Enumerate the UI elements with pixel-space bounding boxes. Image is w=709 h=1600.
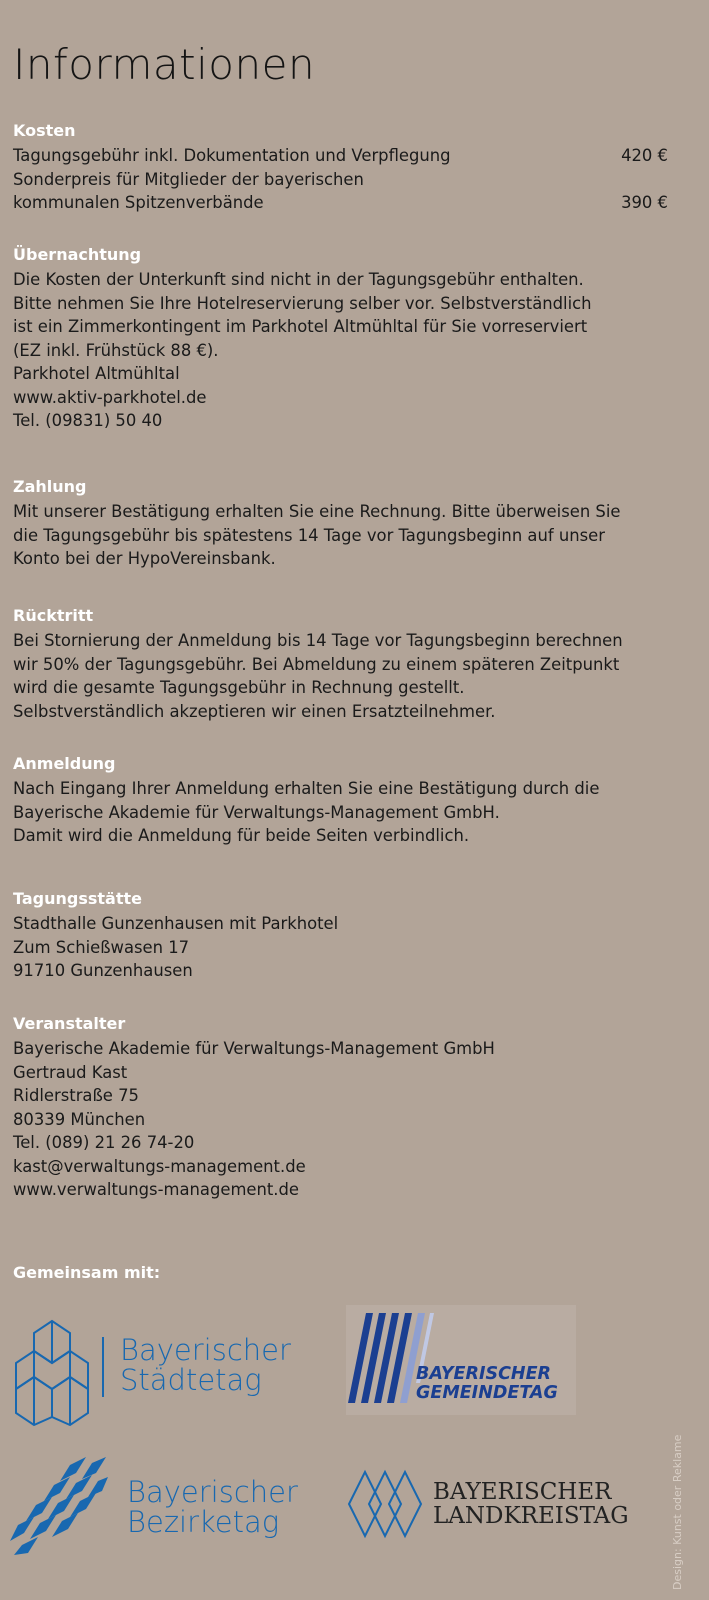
section-heading-kosten: Kosten	[13, 121, 76, 140]
hotel-phone: Tel. (09831) 50 40	[13, 411, 163, 430]
bezirketag-emblem-icon	[10, 1455, 110, 1555]
text-line: Mit unserer Bestätigung erhalten Sie eine Rechnung. Bitte überweisen Sie	[13, 502, 621, 521]
text-line: Die Kosten der Unterkunft sind nicht in der Tagungsgebühr enthalten.	[13, 270, 584, 289]
price-label: kommunalen Spitzenverbände	[13, 193, 264, 212]
text-line: wird die gesamte Tagungsgebühr in Rechnung gestellt.	[13, 678, 465, 697]
gemeindetag-line2: GEMEINDETAG	[416, 1383, 558, 1403]
section-uebernachtung	[13, 245, 673, 433]
landkreistag-emblem-icon	[345, 1464, 425, 1544]
logo-bayerischer-gemeindetag	[346, 1305, 576, 1415]
staedtetag-line2: Städtetag	[120, 1363, 262, 1397]
gemeindetag-line1: BAYERISCHER	[416, 1364, 552, 1384]
logo-divider	[102, 1337, 104, 1397]
section-veranstalter	[13, 1014, 673, 1202]
section-zahlung	[13, 477, 673, 571]
organizer-street: Ridlerstraße 75	[13, 1086, 139, 1105]
section-kosten	[13, 121, 673, 215]
section-tagungsstaette	[13, 889, 673, 983]
page-title: Informationen	[13, 40, 316, 89]
section-heading-ruecktritt: Rücktritt	[13, 606, 94, 625]
text-line: die Tagungsgebühr bis spätestens 14 Tage vor Tagungsbeginn auf unser	[13, 525, 605, 545]
price-row-standard	[13, 144, 673, 168]
landkreistag-line2: LANDKREISTAG	[433, 1503, 629, 1529]
section-anmeldung	[13, 754, 673, 848]
organizer-city: 80339 München	[13, 1109, 146, 1129]
text-line: Konto bei der HypoVereinsbank.	[13, 549, 276, 568]
logo-bayerischer-staedtetag	[12, 1317, 302, 1427]
logo-bayerischer-landkreistag	[345, 1460, 645, 1550]
partners-heading: Gemeinsam mit:	[13, 1263, 161, 1282]
organizer-website-link[interactable]: www.verwaltungs-management.de	[13, 1180, 300, 1199]
section-heading-veranstalter: Veranstalter	[13, 1014, 126, 1033]
text-line: Bitte nehmen Sie Ihre Hotelreservierung selber vor. Selbstverständlich	[13, 293, 592, 313]
venue-name: Stadthalle Gunzenhausen mit Parkhotel	[13, 914, 339, 933]
hotel-website-link[interactable]: www.aktiv-parkhotel.de	[13, 387, 207, 407]
logo-bayerischer-bezirketag	[10, 1455, 300, 1555]
contact-person: Gertraud Kast	[13, 1062, 128, 1082]
section-heading-uebernachtung: Übernachtung	[13, 245, 142, 264]
text-line: Nach Eingang Ihrer Anmeldung erhalten Sie eine Bestätigung durch die	[13, 779, 600, 798]
staedtetag-line1: Bayerischer	[120, 1333, 291, 1367]
text-line: wir 50% der Tagungsgebühr. Bei Abmeldung zu einem späteren Zeitpunkt	[13, 654, 620, 674]
section-heading-zahlung: Zahlung	[13, 477, 87, 496]
text-line: Selbstverständlich akzeptieren wir einen Ersatzteilnehmer.	[13, 701, 496, 721]
section-heading-anmeldung: Anmeldung	[13, 754, 116, 773]
bezirketag-line1: Bayerischer	[127, 1475, 298, 1509]
text-line: Bei Stornierung der Anmeldung bis 14 Tage vor Tagungsbeginn berechnen	[13, 631, 623, 650]
section-ruecktritt	[13, 606, 673, 723]
price-row-member	[13, 191, 673, 215]
bezirketag-line2: Bezirketag	[127, 1505, 280, 1539]
landkreistag-line1: BAYERISCHER	[433, 1479, 612, 1505]
organizer-name: Bayerische Akademie für Verwaltungs-Management GmbH	[13, 1039, 495, 1058]
organizer-email-link[interactable]: kast@verwaltungs-management.de	[13, 1156, 306, 1176]
text-line: Bayerische Akademie für Verwaltungs-Management GmbH.	[13, 802, 500, 822]
price-value: 390 €	[621, 193, 668, 212]
design-credit: Design: Kunst oder Reklame	[671, 1434, 684, 1590]
venue-city: 91710 Gunzenhausen	[13, 961, 193, 980]
text-line: (EZ inkl. Frühstück 88 €).	[13, 340, 219, 360]
section-heading-tagungsstaette: Tagungsstätte	[13, 889, 142, 908]
hotel-name: Parkhotel Altmühltal	[13, 364, 180, 383]
price-value: 420 €	[621, 146, 668, 165]
venue-street: Zum Schießwasen 17	[13, 937, 190, 957]
text-line: ist ein Zimmerkontingent im Parkhotel Altmühltal für Sie vorreserviert	[13, 317, 588, 336]
organizer-phone: Tel. (089) 21 26 74-20	[13, 1133, 195, 1152]
price-label: Tagungsgebühr inkl. Dokumentation und Verpflegung	[13, 146, 451, 165]
price-label: Sonderpreis für Mitglieder der bayerischen	[13, 169, 364, 189]
staedtetag-emblem-icon	[12, 1317, 92, 1427]
text-line: Damit wird die Anmeldung für beide Seiten verbindlich.	[13, 826, 470, 845]
